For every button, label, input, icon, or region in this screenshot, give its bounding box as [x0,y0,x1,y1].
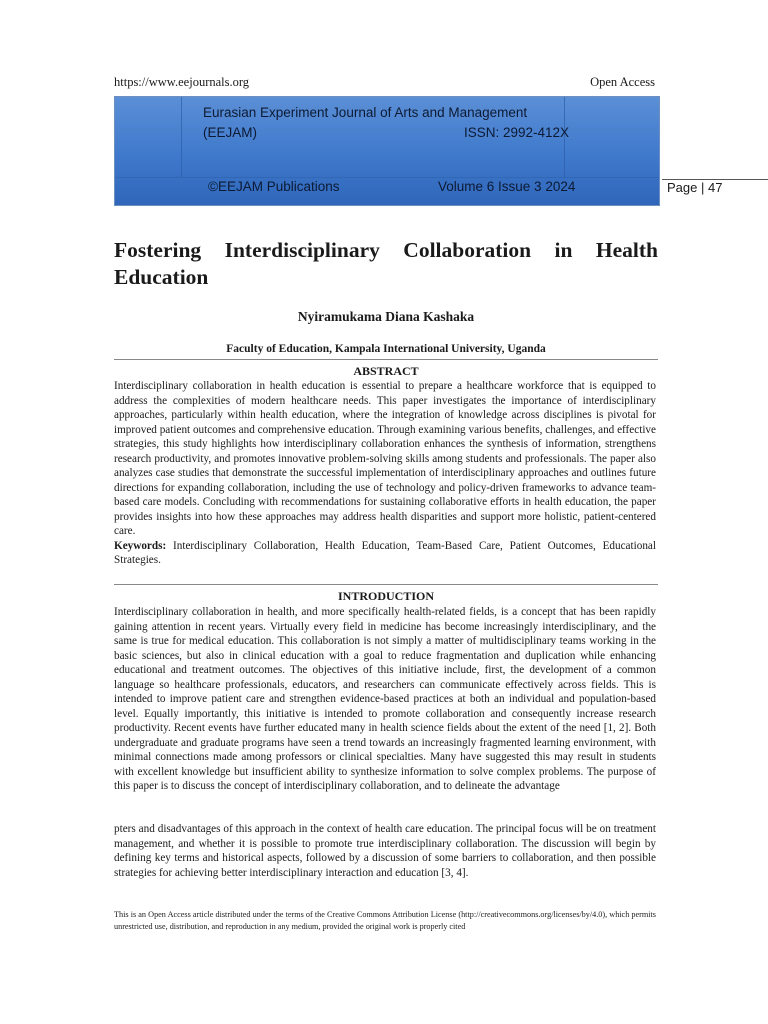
introduction-paragraph-2: pters and disadvantages of this approach in the context of health care education. The principal focus will be on treatment management, and whether it is possible to promote true interdisciplinary collaboration. The discussion will begin by defining key terms and historical aspects, followed by a discussion of some barriers to collaboration, and then possible strategies for achieving better interdisciplinary interaction and education [3, 4]. [114,823,656,879]
journal-name: Eurasian Experiment Journal of Arts and Management [203,105,528,120]
introduction-heading: INTRODUCTION [337,589,434,603]
keywords-label: Keywords: [114,539,167,552]
journal-url[interactable]: https://www.eejournals.org [114,75,250,89]
introduction-paragraph-1: Interdisciplinary collaboration in health, and more specifically health-related fields, is a concept that has been rapidly gaining attention in recent years. Virtually every field in medicine has become increasingly interdisciplinary, and the same is true for medical education. This collaboration is not simply a matter of multidisciplinary teams working in the basic sciences, but also in clinical education with a goal to reduce fragmentation and duplication while enhancing educational and treatment outcomes. The objectives of this initiative include, first, the development of a common language so healthcare professionals, educators, and researchers can communicate effectively across fields. This is intended to improve patient care and strengthen evidence-based practices at both an individual and population-based level. Equally importantly, this initiative is intended to promote collaboration and consequently increase research productivity. Recent events have further educated many in health science fields about the extent of the need [1, 2]. Both undergraduate and graduate programs have seen a trend towards an increasingly fragmented learning environment, with minimal connections made among professors or clinical specialties. Many have suggested this may result in students with excellent knowledge but insufficient ability to synthesize information to solve complex problems. The purpose of this paper is to discuss the concept of interdisciplinary collaboration, and to delineate the advantage [114,606,656,792]
keywords-list: Interdisciplinary Collaboration, Health Education, Team-Based Care, Patient Outcomes, Educational Strategies. [114,539,656,566]
journal-banner [114,96,660,206]
author-affiliation: Faculty of Education, Kampala International University, Uganda [226,343,546,355]
publisher: ©EEJAM Publications [208,179,340,194]
abstract-heading: ABSTRACT [353,364,419,378]
section-divider [114,584,658,585]
journal-issn: ISSN: 2992-412X [464,125,570,140]
open-access-label: Open Access [590,75,655,89]
abstract-body [114,379,656,568]
volume-issue: Volume 6 Issue 3 2024 [438,179,576,194]
page-number: Page | 47 [667,180,723,195]
journal-abbrev: (EEJAM) [203,125,257,140]
license-footer: This is an Open Access article distributed under the terms of the Creative Commons Attribution License (http://creativecommons.org/licenses/by/4.0), which permits unrestricted use, distribution, and reproduction in any medium, provided the original work is properly cited [114,910,656,931]
abstract-text: Interdisciplinary collaboration in health education is essential to prepare a healthcare workforce that is equipped to address the complexities of modern healthcare needs. This paper investigates the importance of interdisciplinary approaches, particularly within health education, where the integration of knowledge across disciplines is pivotal for improved patient outcomes and comprehensive education. Through examining various benefits, challenges, and effective strategies, this study highlights how interdisciplinary collaboration enhances the synthesis of information, strengthens research productivity, and promotes innovative problem-solving skills among students and professionals. The paper also analyzes case studies that demonstrate the successful implementation of interdisciplinary approaches and outlines future directions for expanding collaboration, including the use of technology and policy-driven frameworks to advance team-based care models. Concluding with recommendations for sustaining collaborative efforts in health education, the paper provides insights into how these approaches may address health disparities and support more holistic, patient-centered care. [114,380,656,537]
banner-divider [115,177,659,178]
article-title: Fostering Interdisciplinary Collaboration in Health Education [114,238,658,289]
author-name: Nyiramukama Diana Kashaka [297,309,475,324]
banner-divider [181,97,182,177]
section-divider [114,359,658,360]
